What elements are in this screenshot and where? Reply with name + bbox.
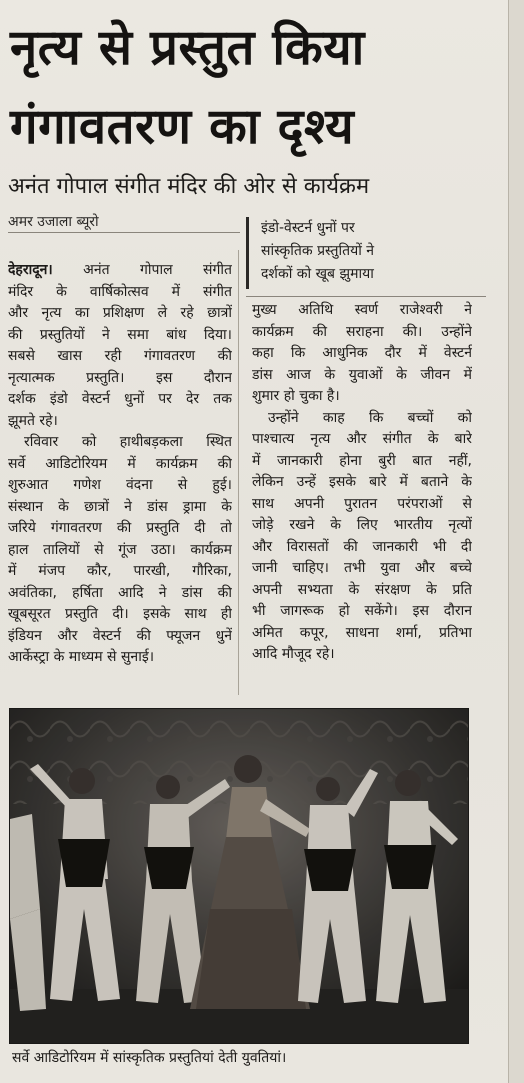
adjacent-column-edge bbox=[508, 0, 524, 1083]
article-line: लेकिन उन्हें इसके बारे में बताने के bbox=[252, 474, 472, 490]
article-line: अवंतिका, हर्षिता आदि ने डांस की bbox=[8, 584, 232, 601]
article-line: पाश्चात्य नृत्य और संगीत के बारे bbox=[252, 431, 472, 447]
article-line: साथ अपनी पुरातन परंपराओं से bbox=[252, 495, 472, 512]
article-line: जानी चाहिए। तभी युवा और बच्चे bbox=[252, 560, 472, 576]
article-line: शुरुआत गणेश वंदना से हुई। bbox=[8, 477, 232, 493]
dance-performance-photo bbox=[9, 708, 469, 1044]
article-line: डांस आज के युवाओं के जीवन में bbox=[252, 366, 472, 383]
article-line: आर्केस्ट्रा के माध्यम से सुनाई। bbox=[8, 649, 154, 665]
photo-caption: सर्वे आडिटोरियम में सांस्कृतिक प्रस्तुतियां देती युवतियां। bbox=[12, 1050, 287, 1066]
article-line: रविवार को हाथीबड़कला स्थित bbox=[24, 434, 232, 450]
article-line: कार्यक्रम की सराहना की। उन्होंने bbox=[252, 323, 472, 340]
article-line: शुमार हो चुका है। bbox=[252, 388, 340, 404]
article-column-left bbox=[8, 260, 232, 669]
article-line: अमित कपूर, साधना शर्मा, प्रतिभा bbox=[252, 624, 472, 641]
article-line: संस्थान के छात्रों ने डांस ड्रामा के bbox=[8, 498, 232, 515]
article-line: दर्शक इंडो वेस्टर्न धुनों पर देर तक bbox=[8, 391, 232, 407]
article-line: की प्रस्तुतियों ने समा बांध दिया। bbox=[8, 326, 232, 343]
article-line: मंदिर के वार्षिकोत्सव में संगीत bbox=[8, 283, 232, 300]
article-line: खूबसूरत प्रस्तुति दी। इसके साथ ही bbox=[8, 606, 232, 622]
article-line: में मंजप कौर, पारखी, गौरिका, bbox=[8, 563, 232, 579]
byline: अमर उजाला ब्यूरो bbox=[8, 214, 99, 230]
article-line: जरिये गंगावतरण की प्रस्तुति दी तो bbox=[8, 520, 232, 536]
dateline: देहरादून। bbox=[8, 262, 53, 278]
pull-quote-line: दर्शकों को खूब झुमाया bbox=[261, 266, 374, 282]
article-line: उन्होंने काह कि बच्चों को bbox=[268, 409, 472, 426]
article-line: नृत्यात्मक प्रस्तुति। इस दौरान bbox=[8, 369, 232, 386]
article-line: हाल तालियों से गूंज उठा। कार्यक्रम bbox=[8, 541, 232, 558]
article-line: कहा कि आधुनिक दौर में वेस्टर्न bbox=[252, 345, 472, 361]
pull-quote-rule bbox=[246, 296, 486, 297]
article-line: भी जागरूक हो सकेंगे। इस दौरान bbox=[252, 603, 472, 619]
article-line: सबसे खास रही गंगावतरण की bbox=[8, 348, 232, 364]
article-line: जोड़े रखने के लिए भारतीय नृत्यों bbox=[252, 517, 472, 533]
article-line: आदि मौजूद रहे। bbox=[252, 646, 335, 662]
article-line: मुख्य अतिथि स्वर्ण राजेश्वरी ने bbox=[252, 302, 472, 318]
pull-quote bbox=[246, 217, 486, 289]
article-line: अपनी सभ्यता के संरक्षण के प्रति bbox=[252, 581, 472, 598]
subheadline: अनंत गोपाल संगीत मंदिर की ओर से कार्यक्रम bbox=[8, 174, 370, 199]
article-line: और विरासतों की जानकारी भी दी bbox=[252, 538, 472, 555]
article-line: इंडियन और वेस्टर्न की फ्यूजन धुनें bbox=[8, 627, 232, 644]
article-line: में जानकारी होना बुरी बात नहीं, bbox=[252, 452, 472, 469]
article-line: झूमते रहे। bbox=[8, 412, 58, 429]
column-divider bbox=[238, 250, 239, 695]
article-line-text: अनंत गोपाल संगीत bbox=[83, 262, 232, 278]
headline-line-1: नृत्य से प्रस्तुत किया bbox=[10, 19, 365, 76]
article-line: और नृत्य का प्रशिक्षण ले रहे छात्रों bbox=[8, 305, 232, 321]
byline-rule bbox=[8, 232, 240, 233]
article-line: सर्वे आडिटोरियम में कार्यक्रम की bbox=[8, 455, 232, 472]
headline-line-2: गंगावतरण का दृश्य bbox=[10, 98, 355, 155]
article-line bbox=[8, 260, 232, 282]
article-column-right bbox=[252, 300, 472, 666]
pull-quote-line: इंडो-वेस्टर्न धुनों पर bbox=[261, 220, 355, 236]
photo-illustration bbox=[10, 709, 468, 1043]
pull-quote-line: सांस्कृतिक प्रस्तुतियों ने bbox=[261, 243, 375, 259]
